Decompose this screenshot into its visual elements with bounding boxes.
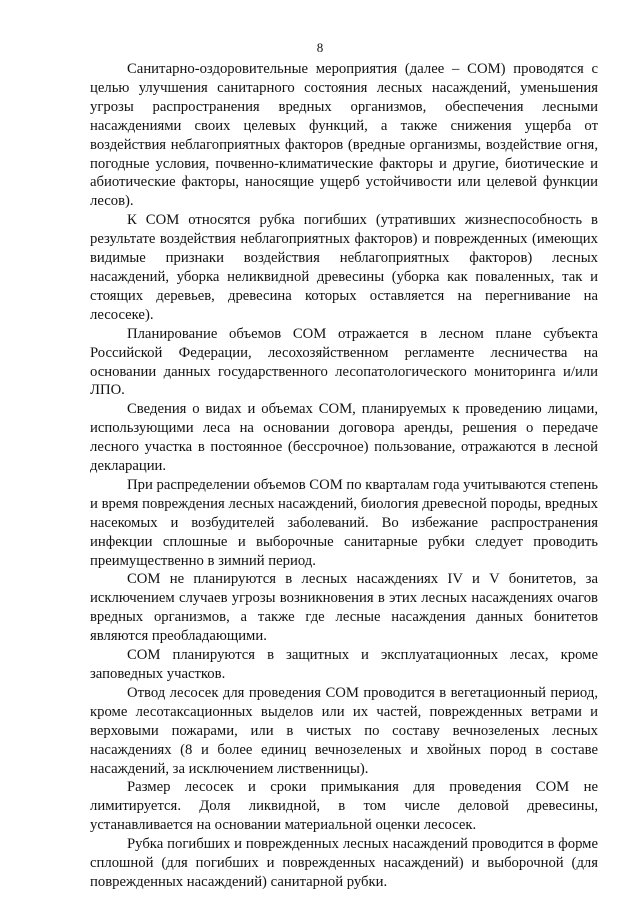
paragraph-cutting-area-size: Размер лесосек и сроки примыкания для проведения СОМ не лимитируется. Доля ликвидной, в том числе деловой древесины, устанавливается на основании материальной оценки лесосек. <box>90 779 598 834</box>
paragraph-quarterly-distribution: При распределении объемов СОМ по кварталам года учитываются степень и время повреждения лесных насаждений, биология древесной породы, вредных насекомых и возбудителей заболеваний. Во избежание распространения инфекции сплошные и выборочные санитарные рубки следует проводить преимущественно в зимний период. <box>90 476 599 569</box>
page-number: 8 <box>316 40 324 55</box>
paragraph-felling-forms: Рубка погибших и поврежденных лесных насаждений проводится в форме сплошной (для погибших и поврежденных насаждений) и выборочной (для поврежденных насаждений) санитарной рубки. <box>90 836 598 890</box>
paragraph-lease-declaration: Сведения о видах и объемах СОМ, планируемых к проведению лицами, использующими леса на основании договора аренды, решения о передаче лесного участка в постоянное (бессрочное) пользование, отражаются в лесной декларации. <box>90 401 598 475</box>
paragraph-som-planning: Планирование объемов СОМ отражается в лесном плане субъекта Российской Федерации, лесохозяйственном регламенте лесничества на основании данных государственного лесопатологического мониторинга и/или ЛПО. <box>90 325 598 399</box>
paragraph-cutting-area-allotment: Отвод лесосек для проведения СОМ проводится в вегетационный период, кроме лесотаксационных выделов или их частей, поврежденных ветрами и верховыми пожарами, или в чистых по составу вечнозеленых лесных насаждениях (8 и более единиц вечнозеленых и хвойных пород в составе насаждений, за исключением лиственницы). <box>90 684 598 777</box>
paragraph-som-definition: Санитарно-оздоровительные мероприятия (далее – СОМ) проводятся с целью улучшения санитарного состояния лесных насаждений, уменьшения угрозы распространения вредных организмов, обеспечения лесными насаждениями своих целевых функций, а также снижения ущерба от воздействия неблагоприятных факторов (вредные организмы, воздействие огня, погодные условия, почвенно-климатические факторы и другие, биотические и абиотические факторы, наносящие ущерб устойчивости или целевой функции лесов). <box>90 61 598 210</box>
paragraph-forest-categories: СОМ планируются в защитных и эксплуатационных лесах, кроме заповедных участков. <box>90 647 598 682</box>
paragraph-bonitet-exclusion: СОМ не планируются в лесных насаждениях IV и V бонитетов, за исключением случаев угрозы возникновения в этих лесных насаждениях очагов вредных организмов, а также где лесные насаждения данных бонитетов являются преобладающими. <box>90 571 598 645</box>
paragraph-som-types: К СОМ относятся рубка погибших (утративших жизнеспособность в результате воздействия неблагоприятных факторов) и поврежденных (имеющих видимые признаки воздействия неблагоприятных факторов) лесных насаждений, уборка неликвидной древесины (уборка как поваленных, так и стоящих деревьев, древесина которых оставляется на перегнивание на лесосеке). <box>90 212 598 323</box>
body-text <box>90 60 598 892</box>
